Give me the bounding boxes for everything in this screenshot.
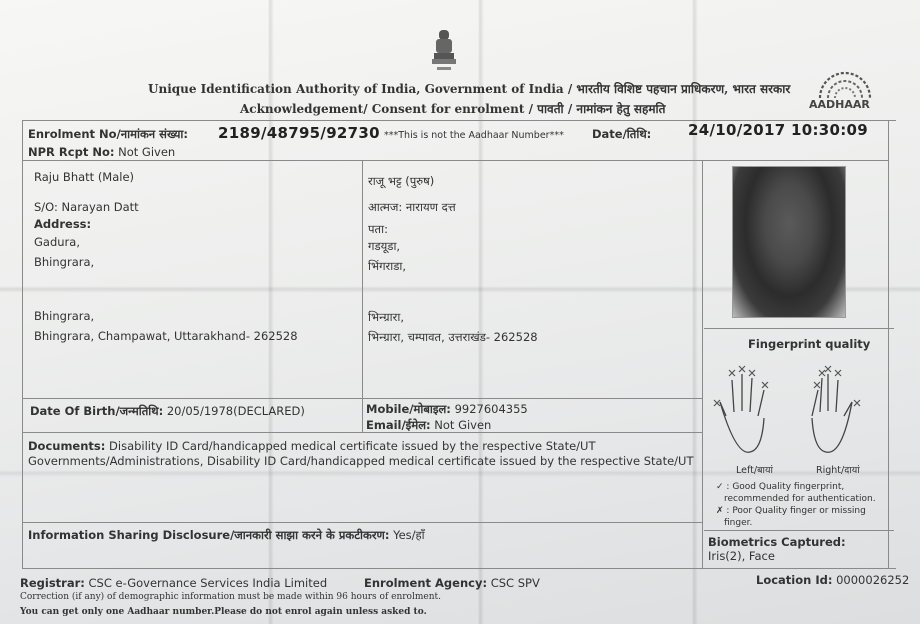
fingerprint-hands-icon	[706, 356, 890, 466]
agency-row	[364, 576, 540, 590]
documents-value-line1: Disability ID Card/handicapped medical certificate issued by the respective State/UT	[109, 439, 596, 453]
good-quality-legend	[716, 482, 844, 492]
rule	[362, 160, 363, 432]
rule	[22, 568, 896, 569]
npr-row	[28, 145, 175, 159]
header-title: Unique Identification Authority of India, Government of India / भारतीय विशिष्ट पहचान प्राधिकरण, भारत सरकार	[148, 82, 791, 96]
npr-value: Not Given	[118, 145, 176, 159]
agency-value: CSC SPV	[490, 576, 540, 590]
registrar-label: Registrar:	[20, 576, 85, 590]
poor-cross-icon: ✗	[716, 506, 724, 516]
dob-value: 20/05/1978(DECLARED)	[166, 404, 305, 418]
address-line4-en: Bhingrara, Champawat, Uttarakhand- 262528	[34, 329, 298, 343]
email-label: Email/ईमेल:	[366, 418, 431, 432]
name-hi: राजू भट्ट (पुरुष)	[368, 174, 435, 188]
rule	[888, 120, 889, 568]
address-line3-hi: भिन्ग्रारा,	[368, 310, 404, 324]
location-row	[756, 573, 909, 587]
address-line1-en: Gadura,	[34, 235, 80, 249]
header-subtitle: Acknowledgement/ Consent for enrolment / पावती / नामांकन हेतु सहमति	[240, 102, 666, 116]
documents-line1	[28, 439, 595, 453]
address-label-en: Address:	[34, 217, 92, 231]
poor-quality-line2: finger.	[724, 518, 753, 528]
disclosure-value: Yes/हाँ	[393, 528, 425, 542]
date-value: 24/10/2017 10:30:09	[688, 121, 868, 139]
resident-photo	[732, 166, 846, 318]
rule	[22, 432, 702, 433]
biometrics-value: Iris(2), Face	[708, 549, 775, 563]
mobile-label: Mobile/मोबाइल:	[366, 402, 451, 416]
not-aadhaar-note: ***This is not the Aadhaar Number***	[384, 130, 564, 141]
fingerprint-left-label: Left/बायां	[736, 465, 773, 476]
biometrics-label: Biometrics Captured:	[708, 535, 846, 549]
location-value: 0000026252	[836, 573, 910, 587]
disclosure-row	[28, 528, 425, 543]
address-line3-en: Bhingrara,	[34, 309, 95, 323]
registrar-row	[20, 576, 327, 590]
enrolment-number: 2189/48795/92730	[218, 124, 380, 142]
single-aadhaar-warning: You can get only one Aadhaar number.Please do not enrol again unless asked to.	[20, 607, 427, 617]
poor-quality-line1: : Poor Quality finger or missing	[726, 506, 866, 516]
mobile-value: 9927604355	[454, 402, 528, 416]
address-line2-en: Bhingrara,	[34, 255, 95, 269]
registrar-value: CSC e-Governance Services India Limited	[88, 576, 328, 590]
dob-row	[30, 404, 305, 419]
location-label: Location Id:	[756, 573, 833, 587]
address-label-hi: पता:	[368, 222, 388, 236]
fingerprint-title: Fingerprint quality	[748, 337, 871, 351]
disclosure-label: Information Sharing Disclosure/जानकारी साझा करने के प्रकटीकरण:	[28, 528, 390, 542]
good-check-icon: ✓	[716, 482, 724, 492]
npr-label: NPR Rcpt No:	[28, 145, 115, 159]
address-line4-hi: भिन्ग्रारा, चम्पावत, उत्तराखंड- 262528	[368, 330, 538, 344]
rule	[22, 160, 888, 161]
address-line1-hi: गडयूडा,	[368, 239, 401, 253]
documents-line2: Governments/Administrations, Disability ID Card/handicapped medical certificate issued by the respective State/UT	[28, 454, 694, 468]
date-label: Date/तिथि:	[592, 127, 652, 141]
documents-label: Documents:	[28, 439, 106, 453]
address-line2-hi: भिंगराडा,	[368, 259, 407, 273]
aadhaar-logo-text: AADHAAR	[809, 98, 870, 111]
national-emblem-icon	[428, 28, 460, 74]
email-row	[366, 418, 491, 433]
fingerprint-right-label: Right/दायां	[816, 465, 860, 476]
rule	[702, 160, 703, 568]
enrolment-label: Enrolment No/नामांकन संख्या:	[28, 127, 188, 141]
correction-note: Correction (if any) of demographic information must be made within 96 hours of enrolment.	[20, 592, 441, 602]
rule	[22, 522, 702, 523]
good-quality-line1: : Good Quality fingerprint,	[726, 482, 845, 492]
relation-hi: आत्मज: नारायण दत्त	[368, 200, 456, 214]
dob-label: Date Of Birth/जन्मतिथि:	[30, 404, 164, 418]
email-value: Not Given	[434, 418, 492, 432]
good-quality-line2: recommended for authentication.	[724, 494, 876, 504]
rule	[22, 120, 23, 568]
relation-en: S/O: Narayan Datt	[34, 200, 139, 214]
agency-label: Enrolment Agency:	[364, 576, 488, 590]
name-en: Raju Bhatt (Male)	[34, 170, 135, 184]
poor-quality-legend	[716, 506, 866, 516]
mobile-row	[366, 402, 528, 417]
rule	[704, 530, 894, 531]
rule	[704, 328, 894, 329]
